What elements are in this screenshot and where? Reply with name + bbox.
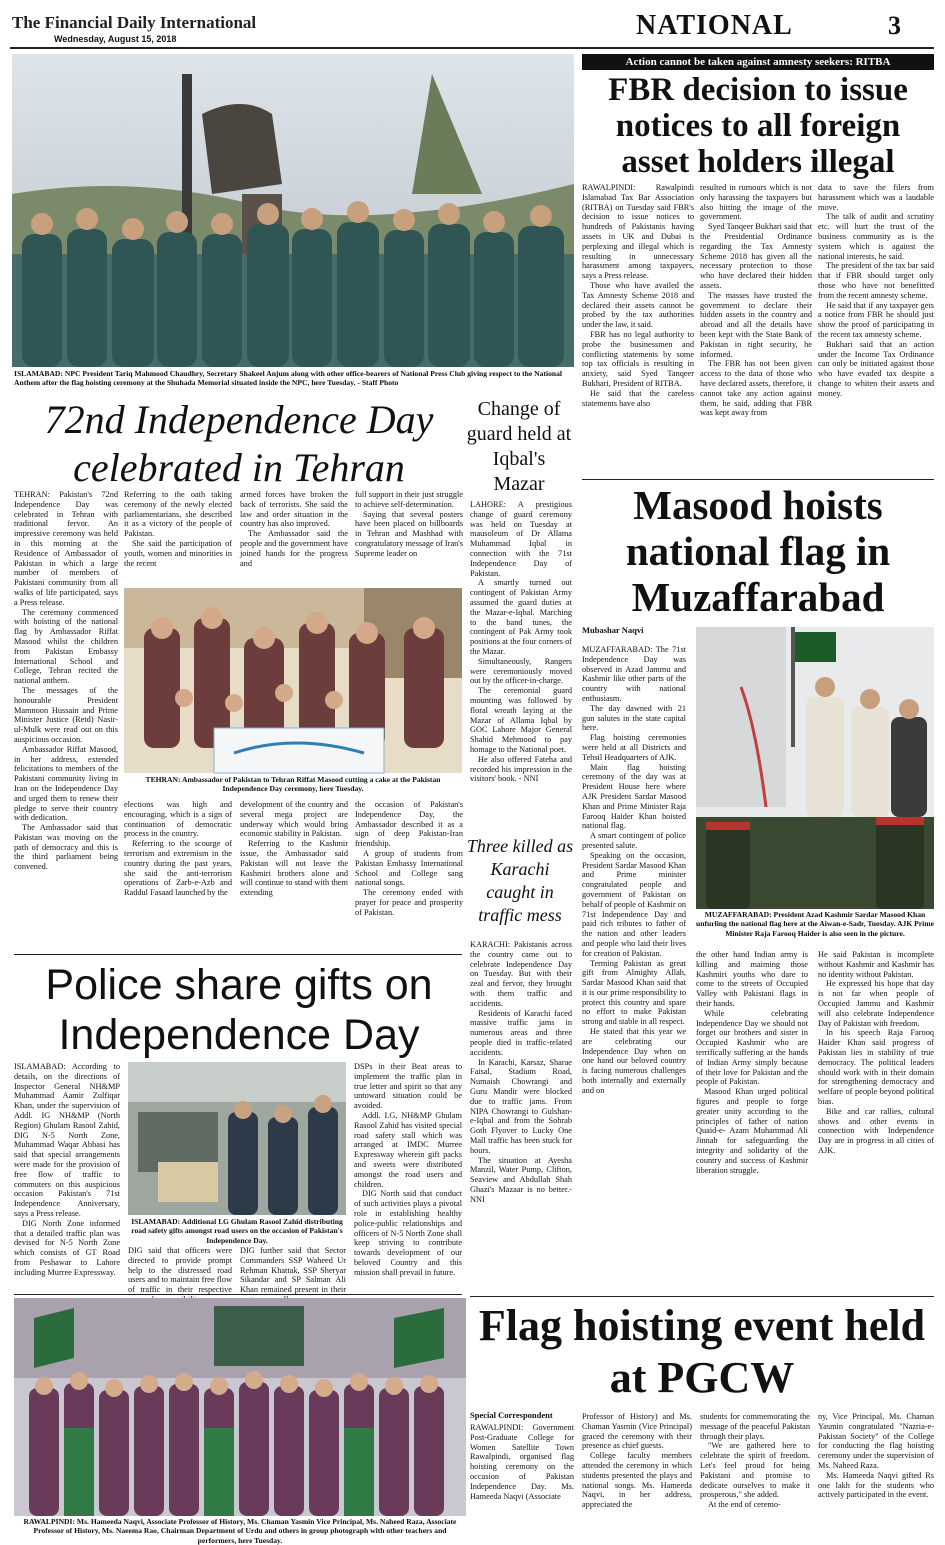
muzaffarabad-flag-photo (696, 627, 934, 909)
masthead-rule (10, 47, 934, 49)
pgcw-column-3: students for commemorating the message of the peaceful Pakistan through their plays. "We are gathered here to celebrate the spirit of freedom. Let's feel proud for being Pakistani and promise to dedicate ourselves to make it prosperous," she added. At the end of ceremo- (700, 1412, 810, 1510)
pgcw-byline: Special Correspondent (470, 1410, 553, 1420)
tehran-headline: 72nd Independence Day celebrated in Tehran (44, 397, 434, 490)
section-title: NATIONAL (636, 10, 793, 41)
masood-column-2: the other hand Indian army is killing and maiming those Kashmiri youths who dare to come to the streets of Occupied Valley with Pakistani flags in their hands. While celebrating Independence Day we should not forget our brothers and sister in Occupied Kashmir who are terrifically suffering at the hands of Indian Army simply because of their love for Pakistan and the people of Pakistan. Masood Khan urged political figures and people to forge greater unity according to the principles of father of nation Quaid-e- Azam Muhammad Ali Jinnah for safeguarding the integrity and solidarity of the country and success of Kashmir liberation struggle. (696, 950, 808, 1175)
police-headline: Police share gifts on Independence Day (45, 961, 433, 1059)
tehran-column-4-bottom: the occasion of Pakistan's Independence Day, the Ambassador described it as a sign of deep Pakistan-Iran friendship. A group of students from Pakistan Embassy International School and College sang national songs. The ceremony ended with prayer for peace and prosperity of Pakistan. (355, 800, 463, 917)
police-column-2: DIG said that officers were directed to provide prompt help to the distressed road users and to maintain free flow of traffic in their respective (128, 1246, 232, 1295)
fbr-column-3: data to save the filers from harassment which was a laudable move. The talk of audit and scrutiny etc. will hurt the trust of the business community as is the system which is against the national interests, he said. The president of the tax bar said that if FBR should target only those who have not benefitted from the recent amnesty scheme. He said that if any taxpayer gets a notice from FBR he should just show the proof of participating in the recent tax amnesty scheme. Bukhari said that an action under the Income Tax Ordinance can only be initiated against those who have evaded tax despite a change to whiten their assets and money. (818, 183, 934, 398)
tehran-cake-photo (124, 588, 462, 773)
tehran-photo-caption: TEHRAN: Ambassador of Pakistan to Tehran Riffat Masood cutting a cake at the Pakistan Independence Day ceremony, here Tuesday. (145, 775, 441, 794)
tehran-column-4-top: full support in their just struggle to achieve self-determination. Saying that several posters have been placed on billboards in Tehran and Mashhad with congratulatory message of Iran's Supreme leader on (355, 490, 463, 558)
pgcw-column-4: ny, Vice Principal, Ms. Chaman Yasmin congratulated "Nazria-e-Pakistan Society" of the College for conducting the flag hoisting ceremony under the supervision of Ms. Naheed Raza. Ms. Hameeda Naqvi gifted Rs one lakh for the students who actively participated in the event. (818, 1412, 934, 1500)
fbr-bottom-rule (582, 479, 934, 480)
pgcw-photo-caption: RAWALPINDI: Ms. Hameeda Naqvi, Associate Professor of History, Ms. Chaman Yasmin Vice Principal, Ms. Naheed Raza, Associate Professor of History, Ms. Naeema Rao, Chairman Department of Urdu and others in group photograph with other teachers and performers, here Tuesday. (23, 1517, 457, 1545)
fbr-column-1: RAWALPINDI: Rawalpindi Islamabad Tax Bar Association (RITBA) on Tuesday said FBR's decision to issue notices to hundreds of Pakistanis having assets in UK and Dubai is perplexing and illegal which is resulting in unnecessary harassment among taxpayers, says a Press release. Those who have availed the Tax Amnesty Scheme 2018 and declared their assets cannot be probed by the tax authorities under the law, it said. FBR has no legal authority to probe the businessmen and conflicting statements by some top tax officials is resulting in anxiety, said Syed Tanqeer Bukhari, President of RITBA. He said that the careless statements have also (582, 183, 694, 408)
pgcw-top-rule (470, 1296, 934, 1297)
tehran-column-2-top: Referring to the oath taking ceremony of the newly elected parliamentarians, she described it as a victory of the people of Pakistan. She said the participation of youth, women and minorities in the recent (124, 490, 232, 568)
pgcw-column-1: RAWALPINDI: Government Post-Graduate College for Women Satellite Town Rawalpindi, organised flag hoisting ceremony on the occasion of Pakistan Independence Day. Ms. Hameeda Naqvi (Associate (470, 1423, 574, 1501)
karachi-headline: Three killed as Karachi caught in traffic mess (466, 836, 574, 925)
police-gifts-photo (128, 1062, 346, 1215)
fbr-kicker: Action cannot be taken against amnesty seekers: RITBA (582, 54, 934, 70)
tehran-column-3-top: armed forces have broken the back of terrorists. She said the law and order situation in the country has also improved. The Ambassador said the people and the government have joined hands for the progress and (240, 490, 348, 568)
issue-date: Wednesday, August 15, 2018 (54, 34, 177, 44)
masood-byline: Mubashar Naqvi (582, 625, 644, 635)
police-photo-caption: ISLAMABAD: Additional I.G Ghulam Rasool Zahid distributing road safety gifts amongst road users on the occasion of Pakistan's Independence Day. (131, 1217, 343, 1245)
karachi-body: KARACHI: Pakistanis across the country came out to celebrate Independence Day on Tuesday. But with their zeal and fervor, they brought with them traffic and accidents. Residents of Karachi faced massive traffic jams in numerous areas and three people died in traffic-related accidents. In Karachi, Karsaz, Sharae Faisal, Stadium Road, Numaish Chowrangi and Guru Mandir were blocked due to traffic jams. From NIPA Chowrangi to Gulshan-e-Iqbal and from the Sohrab Goth Flyover to Lucky One Mall traffic has been stuck for hours. The situation at Ayesha Manzil, Water Pump, Clifton, Seaview and Abdullah Shah Ghazi's Mazaar is no better.- NNI (470, 940, 572, 1204)
iqbal-headline: Change of guard held at Iqbal's Mazar (466, 398, 572, 495)
pgcw-group-photo (14, 1298, 466, 1516)
police-column-4: DSPs in their Beat areas to implement the traffic plan in true letter and spirit so that any untoward situation could be avoided. Addl. I.G, NH&MP Ghulam Rasool Zahid has visited special road safety stall which was arranged at IMDC Murree Expressway wherein gift packs and sweets were distributed amongst the road users and children. DIG North said that conduct of such activities plays a pivotal role in establishing healthy police-public relationships and officers of N-5 North Zone shall keep striving to contribute towards development of our beloved Country and this mission shall prevail in future. (354, 1062, 462, 1277)
page-number: 3 (888, 11, 901, 40)
fbr-column-2: resulted in rumours which is not only harassing the taxpayers but also hitting the image of the government. Syed Tanqeer Bukhari said that the Presidential Ordinance regarding the Tax Amnesty Scheme 2018 has given all the necessary protection to those who have declared their hidden assets. The masses have trusted the government to declare their hidden assets in the country and abroad and all the details have been kept with the State Bank of Pakistan in tight security, he informed. The FBR has not been given access to the data of those who have declared assets, therefore, it cannot take any action against them, he said, adding that FBR was kept away from (700, 183, 812, 418)
masood-column-3: He said Pakistan is incomplete without Kashmir and Kashmir has no identity without Pakistan. He expressed his hope that day is not far when people of Occupied Jammu and Kashmir will also celebrate Independence Day of Pakistan with freedom. In his speech Raja Farooq Haider Khan said progress of Pakistan lies in stability of true democracy. The political leaders should work with in their domain for strengthening democracy and welfare of people beyond political bias. Bike and car rallies, cultural shows and other events in connection with Independence Day are in progress in all cities of AJK. (818, 950, 934, 1155)
npc-photo-caption: ISLAMABAD: NPC President Tariq Mahmood Chaudhry, Secretary Shakeel Anjum along with other office-bearers of National Press Club giving respect to the National Anthem after the flag hoisting ceremony at the Shuhada Memorial situated inside the NPC, here Tuesday. - Staff Photo (14, 369, 563, 388)
police-column-1: ISLAMABAD: According to details, on the directions of Inspector General NH&MP Muhammad Aamir Zulfiqar Khan, under the supervision of Addl. IG NH&MP (North Region) Ghulam Rasool Zahid, DIG N-5 North Zone, Muhammad Waqar Abbasi has said that special arrangements were made for the provision of free flow of traffic to commuters on this auspicious occasion Pakistan's 71st Independence Anniversary, says a Press release. DIG North Zone informed that a detailed traffic plan was devised for N-5 North Zone which consists of GT Road from Peshawar to Lahore including Murree Expressway. (14, 1062, 120, 1277)
newspaper-name: The Financial Daily International (12, 13, 257, 32)
tehran-column-1: TEHRAN: Pakistan's 72nd Independence Day was celebrated in Tehran with traditional fervor. An impressive ceremony was held in this morning at the Residence of Ambassador of Pakistan in which a large number of members of Pakistani community from all walks of life participated, says a Press release. The ceremony commenced with hoisting of the national flag by Ambassador Riffat Masood whilst the children from Pakistan Embassy International School and College, Tehran recited the national anthem. The messages of the honourable President Mamnoon Hussain and Prime Minister Justice (Retd) Nasir-ul-Mulk were read out on this auspicious occasion. Ambassador Riffat Masood, in her address, extended felicitations to members of the Pakistani community living in Iran on the Independence Day and urged them to renew their pledge to serve their country with dedication. The Ambassador said that Pakistan was moving on the path of democracy and this is the third parliament being convened. (14, 490, 118, 872)
masood-column-1: MUZAFFARABAD: The 71st Independence Day was observed in Azad Jammu and Kashmir like other parts of the country with national enthusiasm. The day dawned with 21 gun salutes in the state capital here. Flag hoisting ceremonies were held at all Districts and Tehsil Headquarters of AJK. Main flag hoisting ceremony of the day was at President House here where AJK President Sardar Masood Khan and Prime Minister Raja Farooq Haider Khan hoisted national flag. A smart contingent of police presented salute. Speaking on the occasion, President Sardar Masood Khan and Prime minister congratulated people and government of Pakistan on behalf of people of Kashmir on 71st Independence Day and paid rich tributes to father of the nation and other leaders and people who laid their lives for creation of Pakistan. Terming Pakistan as great gift from Almighty Allah, Sardar Masood Khan said that it is our prime responsibility to protect this country and spare no effort to make Pakistan strong and stable in all respect. He stated that this year we are celebrating our Independence Day when on one hand our beloved country is facing numerous challenges both internally and externally and on (582, 645, 686, 1095)
tehran-column-3-bottom: development of the country and several mega project are underway which would bring economic stability in Pakistan. Referring to the Kashmir issue, the Ambassador said Pakistan will not leave the Kashmiri brothers alone and will continue to stand with them extending (240, 800, 348, 898)
pgcw-column-2: Professor of History) and Ms. Chaman Yasmin (Vice Principal) graced the ceremony with their presence as chief guests. College faculty members attended the ceremony in which students presented the plays and national songs. Ms. Hameeda Naqvi, in her address, appreciated the (582, 1412, 692, 1510)
masood-headline: Masood hoists national flag in Muzaffarabad (625, 482, 891, 620)
fbr-headline: FBR decision to issue notices to all foreign asset holders illegal (608, 72, 908, 180)
police-bottom-rule (14, 1294, 462, 1295)
tehran-bottom-rule (14, 954, 462, 955)
iqbal-body: LAHORE: A prestigious change of guard ceremony was held on Tuesday at mausoleum of Dr Allama Muhammad Iqbal in connection with the 71st Independence Day of Pakistan. A smartly turned out contingent of Pakistan Army assumed the guard duties at the Mazar-e-Iqbal. Marching to the band tunes, the contingent of Pak Army took positions at the four corners of the Mazar. Simultaneously, Rangers were ceremoniously moved out by the officer-in-charge. The ceremonial guard mounting was followed by floral wreath laying at the Mazar of Allama Iqbal by GOC Lahore Major General Shahid Mehmood to pay homage to the National poet. He also offered Fateha and recorded his impression in the visitors' book. - NNI (470, 500, 572, 784)
tehran-column-2-bottom: elections was high and encouraging, which is a sign of continuation of democratic process in the country. Referring to the scourge of terrorism and extremism in the country during the past years, she said the anti-terrorism operations of Zarb-e-Azb and Raddul Fasaad launched by the (124, 800, 232, 898)
police-column-3: DIG further said that Sector Commanders SSP Waheed Ur Rehman Khattak, SSP Sheryar Sikandar and SP Salman Ali Khan remained present in their (240, 1246, 346, 1295)
npc-flag-photo (12, 54, 574, 367)
pgcw-headline: Flag hoisting event held at PGCW (478, 1301, 926, 1402)
muzaffarabad-photo-caption: MUZAFFARABAD: President Azad Kashmir Sardar Masood Khan unfurling the national flag here at the Aiwan-e-Sadr, Tuesday. AJK Prime Minister Raja Farooq Haider is also seen in the picture. (696, 910, 934, 938)
